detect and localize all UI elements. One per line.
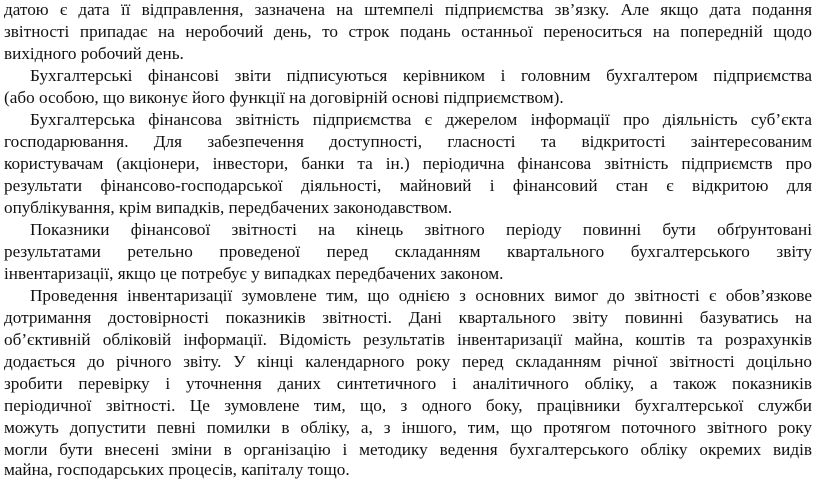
paragraph-5-line-3: об’єктивній обліковій інформації. Відомість результатів інвентаризації майна, коштів та розрахунків [4, 330, 812, 349]
paragraph-4-line-1: Показники фінансової звітності на кінець звітного періоду повинні бути обґрунтовані [30, 220, 812, 239]
paragraph-5-line-5: зробити перевірку і уточнення даних синтетичного і аналітичного обліку, а також показників [4, 374, 812, 393]
paragraph-1-line-2: звітності припадає на неробочий день, то строк подань останньої переноситься на попередній щодо [4, 22, 812, 41]
paragraph-5-line-6: періодичної звітності. Це зумовлене тим, що, з одного боку, працівники бухгалтерської служби [4, 396, 812, 415]
paragraph-5-line-1: Проведення інвентаризації зумовлене тим, що однією з основних вимог до звітності є обов’язкове [30, 286, 812, 305]
paragraph-5-line-7: можуть допустити певні помилки в обліку, а, з іншого, тим, що протягом поточного звітного року [4, 418, 812, 437]
paragraph-3-line-2: господарювання. Для забезпечення доступності, гласності та відкритості заінтересованим [4, 132, 812, 151]
paragraph-4-line-2: результатами ретельно проведеної перед складанням квартального бухгалтерського звіту [4, 242, 812, 261]
paragraph-4-line-3: інвентаризації, якщо це потребує у випадках передбачених законом. [4, 264, 504, 283]
paragraph-5-line-8: могли бути внесені зміни в організацію і методику ведення бухгалтерського обліку окремих видів [4, 440, 812, 459]
paragraph-5-line-9: майна, господарських процесів, капіталу тощо. [4, 460, 350, 479]
paragraph-2-line-1: Бухгалтерські фінансові звіти підписуються керівником і головним бухгалтером підприємства [30, 66, 812, 85]
paragraph-3-line-5: опублікування, крім випадків, передбачених законодавством. [4, 198, 453, 217]
paragraph-3-line-1: Бухгалтерська фінансова звітність підприємства є джерелом інформації про діяльність суб’єкта [30, 110, 812, 129]
paragraph-3-line-3: користувачам (акціонери, інвестори, банки та ін.) періодична фінансова звітність підприємств про [4, 154, 812, 173]
paragraph-3-line-4: результати фінансово-господарської діяльності, майновий і фінансовий стан є відкритою для [4, 176, 812, 195]
paragraph-1-line-3: вихідного робочий день. [4, 44, 184, 63]
paragraph-5-line-2: дотримання достовірності показників звітності. Дані квартального звіту повинні базуватись на [4, 308, 812, 327]
paragraph-2-line-2: (або особою, що виконує його функції на договірній основі підприємством). [4, 88, 564, 107]
paragraph-5-line-4: додається до річного звіту. У кінці календарного року перед складанням річної звітності доцільно [4, 352, 812, 371]
paragraph-1-line-1: датою є дата її відправлення, зазначена на штемпелі підприємства зв’язку. Але якщо дата подання [4, 0, 812, 19]
